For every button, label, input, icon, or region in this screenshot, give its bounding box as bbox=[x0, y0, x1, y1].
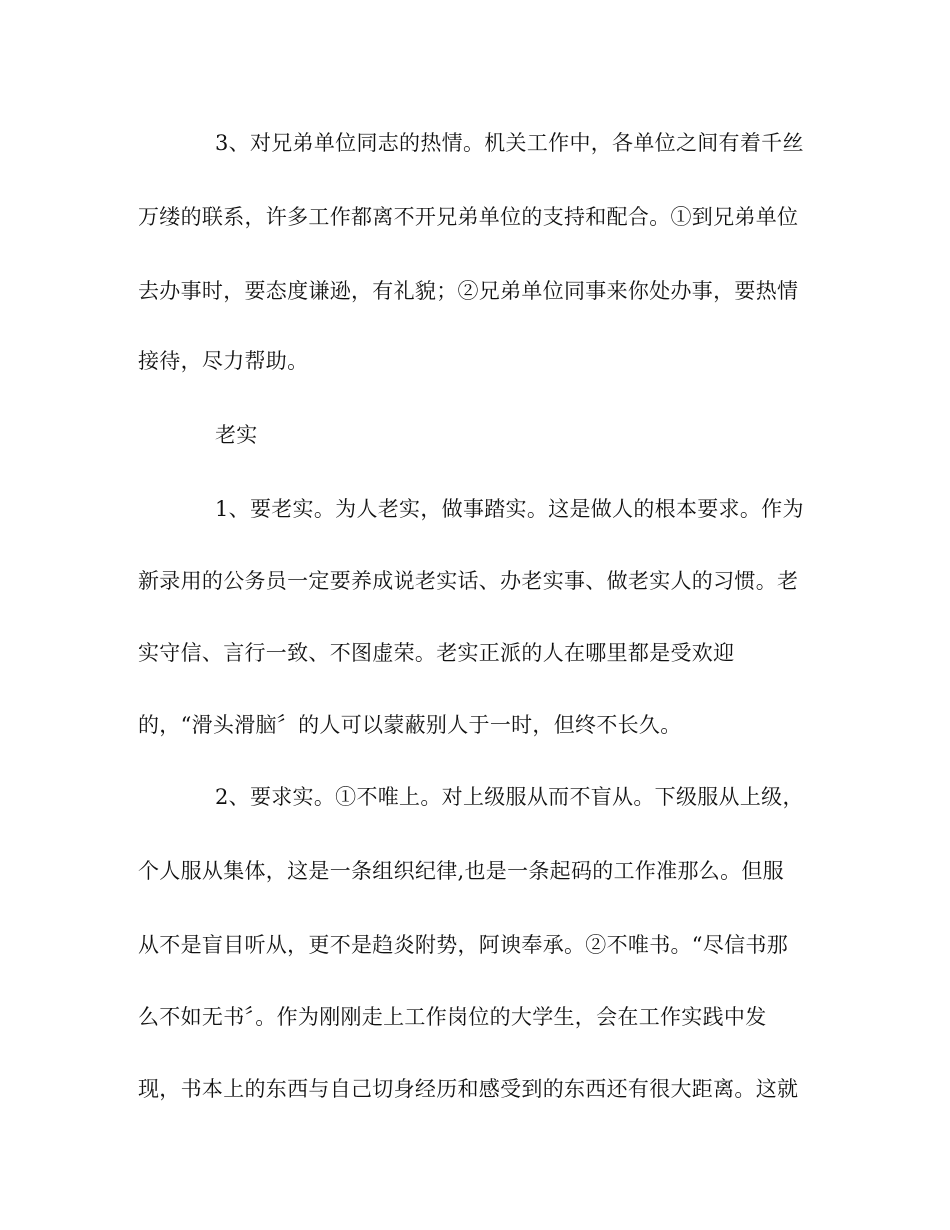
paragraph-1-line-4: 接待，尽力帮助。 bbox=[138, 349, 309, 373]
paragraph-3-line-3: 从不是盲目听从，更不是趋炎附势，阿谀奉承。②不唯书。“尽信书那 bbox=[138, 933, 789, 957]
paragraph-2-line-2: 新录用的公务员一定要养成说老实话、办老实事、做老实人的习惯。老 bbox=[138, 569, 799, 593]
paragraph-1-line-2: 万缕的联系，许多工作都离不开兄弟单位的支持和配合。①到兄弟单位 bbox=[138, 205, 799, 229]
paragraph-3-line-5: 现，书本上的东西与自己切身经历和感受到的东西还有很大距离。这就 bbox=[138, 1077, 799, 1101]
section-heading: 老实 bbox=[215, 423, 258, 447]
paragraph-3-line-4: 么不如无书〞。作为刚刚走上工作岗位的大学生，会在工作实践中发 bbox=[138, 1005, 767, 1029]
paragraph-1-line-1: 3、对兄弟单位同志的热情。机关工作中，各单位之间有着千丝 bbox=[215, 131, 804, 155]
paragraph-3-line-1: 2、要求实。①不唯上。对上级服从而不盲从。下级服从上级， bbox=[215, 785, 804, 809]
paragraph-3-line-2: 个人服从集体，这是一条组织纪律,也是一条起码的工作准那么。但服 bbox=[138, 859, 784, 883]
paragraph-1-line-3: 去办事时，要态度谦逊，有礼貌；②兄弟单位同事来你处办事，要热情 bbox=[138, 279, 799, 303]
paragraph-2-line-4: 的，“滑头滑脑〞的人可以蒙蔽别人于一时，但终不长久。 bbox=[138, 713, 682, 737]
paragraph-2-line-1: 1、要老实。为人老实，做事踏实。这是做人的根本要求。作为 bbox=[215, 497, 804, 521]
paragraph-2-line-3: 实守信、言行一致、不图虚荣。老实正派的人在哪里都是受欢迎 bbox=[138, 641, 735, 665]
